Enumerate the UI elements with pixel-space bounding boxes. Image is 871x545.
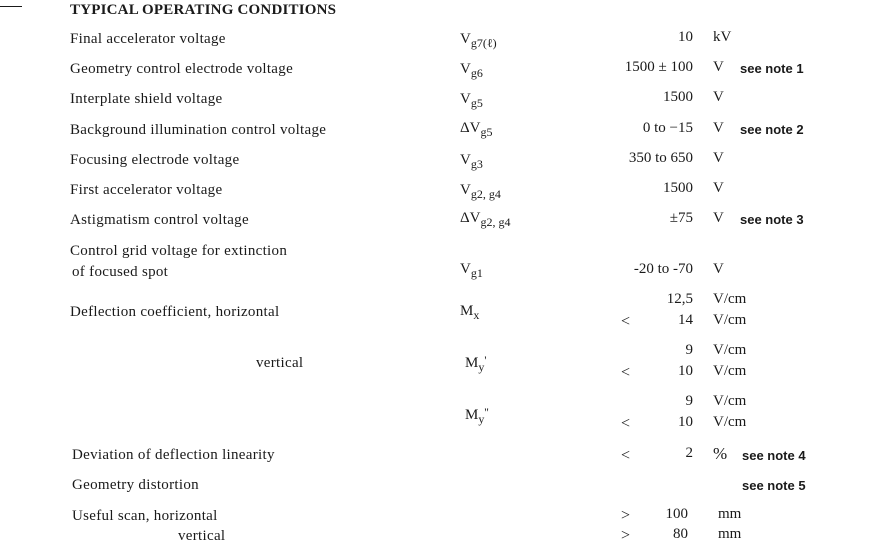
param-symbol: $V_{g2, g4}$ xyxy=(460,182,501,201)
param-note: see note 3 xyxy=(740,212,804,227)
param-label: vertical xyxy=(256,355,304,371)
param-label: Focusing electrode voltage xyxy=(70,152,240,168)
param-label: Background illumination control voltage xyxy=(70,122,327,138)
param-value: 10 xyxy=(678,29,693,45)
param-unit: % xyxy=(713,444,728,463)
param-label: Interplate shield voltage xyxy=(70,91,223,107)
param-label: Deviation of deflection linearity xyxy=(72,447,275,463)
param-unit: V xyxy=(713,120,724,136)
param-label: Deflection coefficient, horizontal xyxy=(70,304,280,320)
comparison-symbol: > xyxy=(621,527,631,544)
param-unit: V xyxy=(713,261,724,277)
param-symbol: $M_y'$ xyxy=(465,353,487,374)
param-unit: V xyxy=(713,89,724,105)
comparison-symbol: < xyxy=(621,415,631,432)
param-unit: V/cm xyxy=(713,342,747,358)
param-label: Geometry control electrode voltage xyxy=(70,61,294,77)
param-unit: V xyxy=(713,210,724,226)
param-note: see note 4 xyxy=(742,448,806,463)
param-value: -20 to -70 xyxy=(633,261,693,277)
param-unit: mm xyxy=(718,506,742,522)
param-unit-max: V/cm xyxy=(713,363,747,379)
param-unit: V/cm xyxy=(713,393,747,409)
param-symbol: $\Delta V_{g5}$ xyxy=(460,120,493,139)
param-label: Astigmatism control voltage xyxy=(70,212,249,228)
param-value-max: 10 xyxy=(678,414,693,430)
param-value-max: 80 xyxy=(673,526,688,542)
param-value-max: 14 xyxy=(678,312,693,328)
param-label: Control grid voltage for extinction xyxy=(70,243,288,259)
param-unit-max: mm xyxy=(718,526,742,542)
param-symbol: $\Delta V_{g2, g4}$ xyxy=(460,210,511,229)
param-value: 100 xyxy=(665,506,688,522)
param-symbol: $M_y''$ xyxy=(465,405,489,426)
param-label: Final accelerator voltage xyxy=(70,31,226,47)
param-note: see note 2 xyxy=(740,122,804,137)
param-value: 350 to 650 xyxy=(628,150,693,166)
param-unit-max: V/cm xyxy=(713,414,747,430)
comparison-symbol: < xyxy=(621,313,631,330)
param-unit: V xyxy=(713,150,724,166)
param-unit: V xyxy=(713,180,724,196)
param-symbol: $V_{g5}$ xyxy=(460,91,483,110)
param-label: First accelerator voltage xyxy=(70,182,223,198)
param-unit: kV xyxy=(713,29,732,45)
comparison-symbol: > xyxy=(621,507,631,524)
param-symbol: $V_{g7(\ell)}$ xyxy=(460,31,497,50)
param-label: Useful scan, horizontal xyxy=(72,508,218,524)
param-note: see note 1 xyxy=(740,61,804,76)
param-value: 1500 xyxy=(663,180,693,196)
param-label-continued: vertical xyxy=(178,528,226,544)
param-value-max: 10 xyxy=(678,363,693,379)
param-value: 1500 xyxy=(663,89,693,105)
param-value: 2 xyxy=(685,445,693,461)
param-unit: V xyxy=(713,59,724,75)
param-value: ±75 xyxy=(669,210,693,226)
param-value: 0 to −15 xyxy=(642,120,693,136)
param-value: 9 xyxy=(685,393,693,409)
param-symbol: $V_{g1}$ xyxy=(460,261,483,280)
param-value: 12,5 xyxy=(666,291,693,307)
param-symbol: $V_{g6}$ xyxy=(460,61,483,80)
param-unit: V/cm xyxy=(713,291,747,307)
comparison-symbol: < xyxy=(621,447,631,464)
comparison-symbol: < xyxy=(621,364,631,381)
param-label: Geometry distortion xyxy=(72,477,199,493)
margin-rule xyxy=(0,6,22,7)
param-symbol: $M_x$ xyxy=(460,303,480,322)
section-heading: TYPICAL OPERATING CONDITIONS xyxy=(70,2,337,18)
param-label-continued: of focused spot xyxy=(72,264,169,280)
param-unit-max: V/cm xyxy=(713,312,747,328)
param-symbol: $V_{g3}$ xyxy=(460,152,483,171)
param-value: 1500 ± 100 xyxy=(624,59,693,75)
param-value: 9 xyxy=(685,342,693,358)
param-note: see note 5 xyxy=(742,478,806,493)
